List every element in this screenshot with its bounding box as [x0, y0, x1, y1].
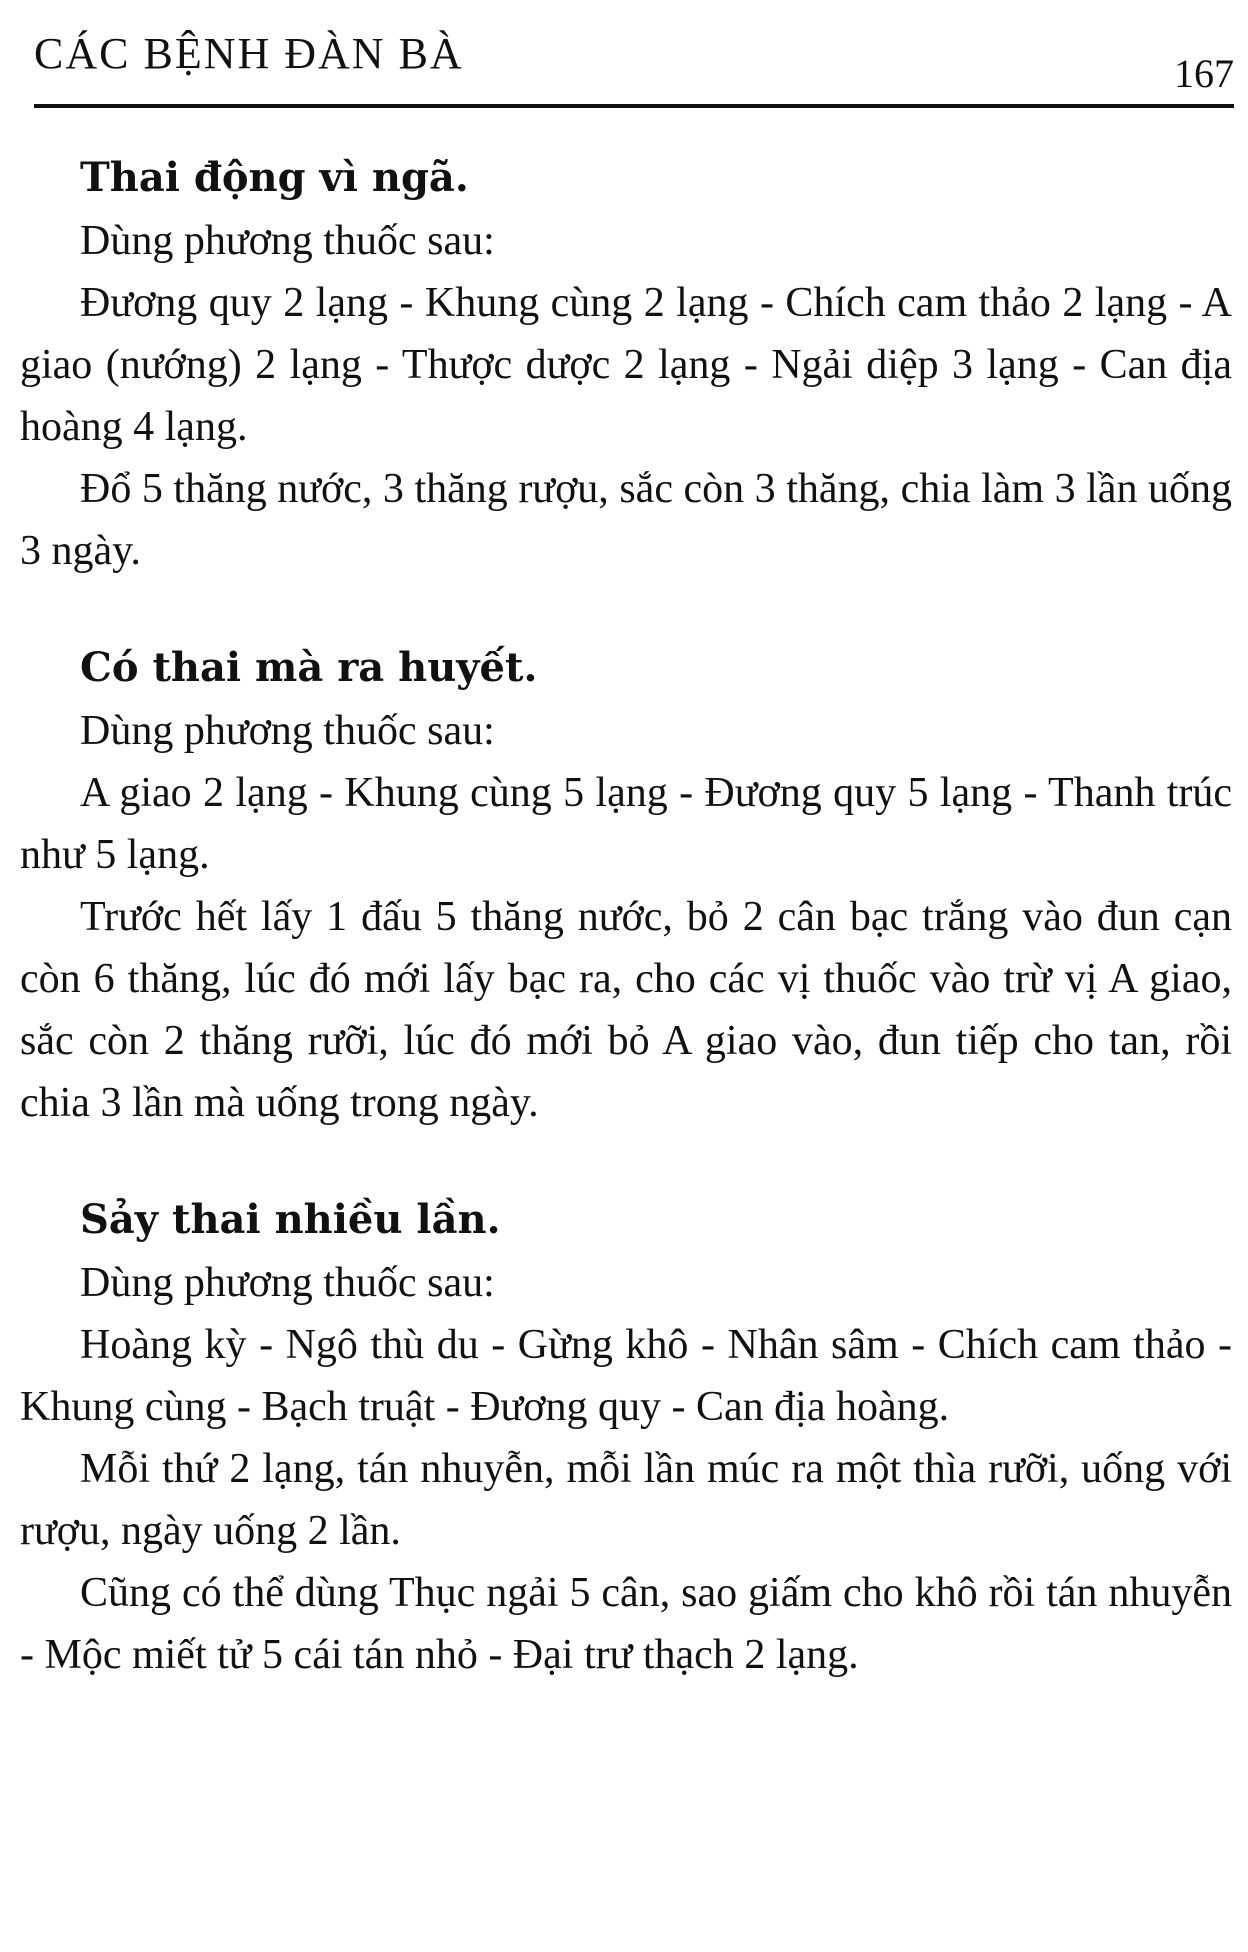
chapter-title: CÁC BỆNH ĐÀN BÀ: [34, 29, 464, 78]
remedy-section: [20, 150, 1232, 582]
paragraph: Hoàng kỳ - Ngô thù du - Gừng khô - Nhân sâm - Chích cam thảo - Khung cùng - Bạch truật - Đương quy - Can địa hoàng.: [20, 1322, 1232, 1430]
remedy-section: [20, 1192, 1232, 1686]
paragraph: Trước hết lấy 1 đấu 5 thăng nước, bỏ 2 cân bạc trắng vào đun cạn còn 6 thăng, lúc đó mới lấy bạc ra, cho các vị thuốc vào trừ vị A giao, sắc còn 2 thăng rưỡi, lúc đó mới bỏ A giao vào, đun tiếp cho tan, rồi chia 3 lần mà uống trong ngày.: [20, 894, 1232, 1126]
section-heading: Thai động vì ngã.: [80, 154, 469, 201]
paragraph: Cũng có thể dùng Thục ngải 5 cân, sao giấm cho khô rồi tán nhuyễn - Mộc miết tử 5 cái tán nhỏ - Đại trư thạch 2 lạng.: [20, 1570, 1232, 1678]
paragraph: Dùng phương thuốc sau:: [80, 1260, 495, 1306]
paragraph: Mỗi thứ 2 lạng, tán nhuyễn, mỗi lần múc ra một thìa rưỡi, uống với rượu, ngày uống 2 lần.: [20, 1446, 1232, 1554]
remedy-section: [20, 640, 1232, 1134]
page-number: 167: [1174, 51, 1234, 96]
section-heading: Sảy thai nhiều lần.: [80, 1196, 501, 1243]
running-header: [34, 28, 1234, 128]
header-rule: [34, 104, 1234, 108]
paragraph: A giao 2 lạng - Khung cùng 5 lạng - Đương quy 5 lạng - Thanh trúc như 5 lạng.: [20, 770, 1232, 878]
paragraph: Dùng phương thuốc sau:: [80, 218, 495, 264]
paragraph: Dùng phương thuốc sau:: [80, 708, 495, 754]
page-body: [20, 150, 1232, 1744]
section-heading: Có thai mà ra huyết.: [80, 644, 538, 691]
paragraph: Đương quy 2 lạng - Khung cùng 2 lạng - Chích cam thảo 2 lạng - A giao (nướng) 2 lạng - Thược dược 2 lạng - Ngải diệp 3 lạng - Can địa hoàng 4 lạng.: [20, 280, 1232, 450]
paragraph: Đổ 5 thăng nước, 3 thăng rượu, sắc còn 3 thăng, chia làm 3 lần uống 3 ngày.: [20, 466, 1232, 574]
